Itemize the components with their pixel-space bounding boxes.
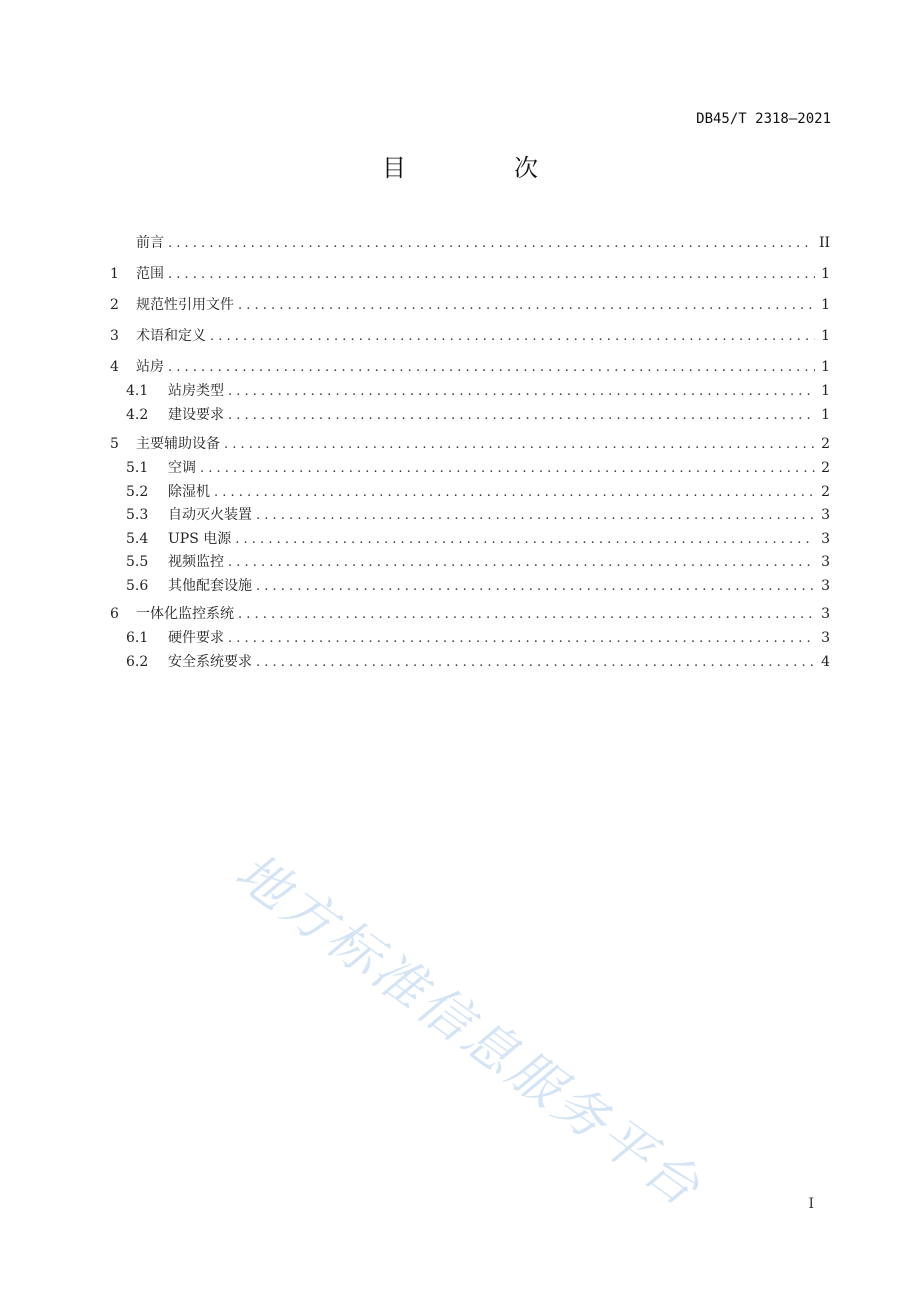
toc-entry-label: 术语和定义 <box>136 328 206 344</box>
toc-leader-dots <box>256 506 815 526</box>
toc-entry-page: 1 <box>821 359 830 375</box>
toc-entry-number: 5.5 <box>126 554 149 570</box>
toc-entry-number: 6.2 <box>126 654 149 670</box>
toc-entry-label: 建设要求 <box>168 407 224 423</box>
toc-entry-page: 3 <box>821 531 830 547</box>
document-code: DB45/T 2318—2021 <box>696 111 831 127</box>
toc-entry-label: 硬件要求 <box>168 630 224 646</box>
toc-entry[interactable] <box>126 576 830 596</box>
toc-entry-number: 5 <box>110 436 119 452</box>
toc-entry-number: 1 <box>110 266 119 282</box>
toc-entry-page: 2 <box>821 436 830 452</box>
toc-entry[interactable] <box>126 652 830 672</box>
toc-entry-page: 4 <box>821 654 830 670</box>
toc-entry[interactable] <box>110 295 830 315</box>
toc-entry[interactable] <box>110 434 830 454</box>
toc-leader-dots <box>210 327 815 347</box>
toc-entry-page: 3 <box>821 606 830 622</box>
toc-entry-number: 6.1 <box>126 630 149 646</box>
toc-leader-dots <box>256 577 815 597</box>
toc-entry-number: 6 <box>110 606 119 622</box>
toc-entry-number: 5.6 <box>126 578 149 594</box>
toc-entry[interactable] <box>126 628 830 648</box>
toc-entry-label: 范围 <box>136 266 164 282</box>
toc-entry[interactable] <box>126 458 830 478</box>
toc-leader-dots <box>238 296 815 316</box>
toc-entry-label: 站房 <box>136 359 164 375</box>
toc-entry-label: 规范性引用文件 <box>136 297 234 313</box>
toc-entry[interactable] <box>110 326 830 346</box>
toc-entry[interactable] <box>110 357 830 377</box>
toc-entry-page: 3 <box>821 578 830 594</box>
toc-entry-number: 4.1 <box>126 383 149 399</box>
toc-entry-number: 5.2 <box>126 484 149 500</box>
toc-entry[interactable] <box>126 529 830 549</box>
toc-entry-label: 主要辅助设备 <box>136 436 220 452</box>
toc-entry-label: 视频监控 <box>168 554 224 570</box>
toc-entry-page: 1 <box>821 297 830 313</box>
toc-leader-dots <box>168 265 815 285</box>
toc-entry-number: 2 <box>110 297 119 313</box>
toc-leader-dots <box>200 459 815 479</box>
toc-entry-label: 一体化监控系统 <box>136 606 234 622</box>
toc-entry-label: UPS 电源 <box>168 531 232 547</box>
toc-entry-label: 自动灭火装置 <box>168 507 252 523</box>
toc-leader-dots <box>238 605 815 625</box>
toc-leader-dots <box>256 653 815 673</box>
toc-entry-number: 5.1 <box>126 460 149 476</box>
toc-entry-page: 3 <box>821 554 830 570</box>
toc-entry-number: 4.2 <box>126 407 149 423</box>
toc-entry[interactable] <box>126 381 830 401</box>
toc-entry[interactable] <box>126 505 830 525</box>
page-number: I <box>808 1196 814 1212</box>
toc-entry-label: 其他配套设施 <box>168 578 252 594</box>
toc-entry[interactable] <box>126 482 830 502</box>
table-of-contents <box>110 0 830 700</box>
page-title: 目 次 <box>382 154 580 182</box>
toc-entry-page: 2 <box>821 484 830 500</box>
toc-entry-page: 1 <box>821 328 830 344</box>
toc-entry-label: 安全系统要求 <box>168 654 252 670</box>
toc-entry-label: 空调 <box>168 460 196 476</box>
toc-leader-dots <box>168 234 813 254</box>
toc-entry-label: 前言 <box>136 235 164 251</box>
toc-entry[interactable] <box>126 405 830 425</box>
toc-entry-number: 4 <box>110 359 119 375</box>
toc-entry-number: 5.4 <box>126 531 149 547</box>
toc-leader-dots <box>228 553 815 573</box>
toc-entry-page: 3 <box>821 630 830 646</box>
toc-leader-dots <box>228 406 815 426</box>
toc-entry[interactable] <box>110 264 830 284</box>
toc-entry-number: 5.3 <box>126 507 149 523</box>
toc-entry[interactable] <box>110 604 830 624</box>
toc-leader-dots <box>228 629 815 649</box>
toc-leader-dots <box>235 530 815 550</box>
watermark: 地方标准信息服务平台 <box>224 841 713 1220</box>
toc-entry-page: 2 <box>821 460 830 476</box>
toc-leader-dots <box>168 358 815 378</box>
toc-entry-page: 1 <box>821 266 830 282</box>
toc-entry[interactable] <box>126 552 830 572</box>
toc-entry-page: 1 <box>821 383 830 399</box>
toc-entry-page: 3 <box>821 507 830 523</box>
toc-entry-page: 1 <box>821 407 830 423</box>
toc-entry[interactable] <box>110 233 830 253</box>
toc-entry-page: II <box>818 235 830 251</box>
toc-entry-label: 站房类型 <box>168 383 224 399</box>
toc-leader-dots <box>214 483 815 503</box>
toc-entry-label: 除湿机 <box>168 484 210 500</box>
toc-entry-number: 3 <box>110 328 119 344</box>
toc-leader-dots <box>228 382 815 402</box>
toc-leader-dots <box>224 435 815 455</box>
